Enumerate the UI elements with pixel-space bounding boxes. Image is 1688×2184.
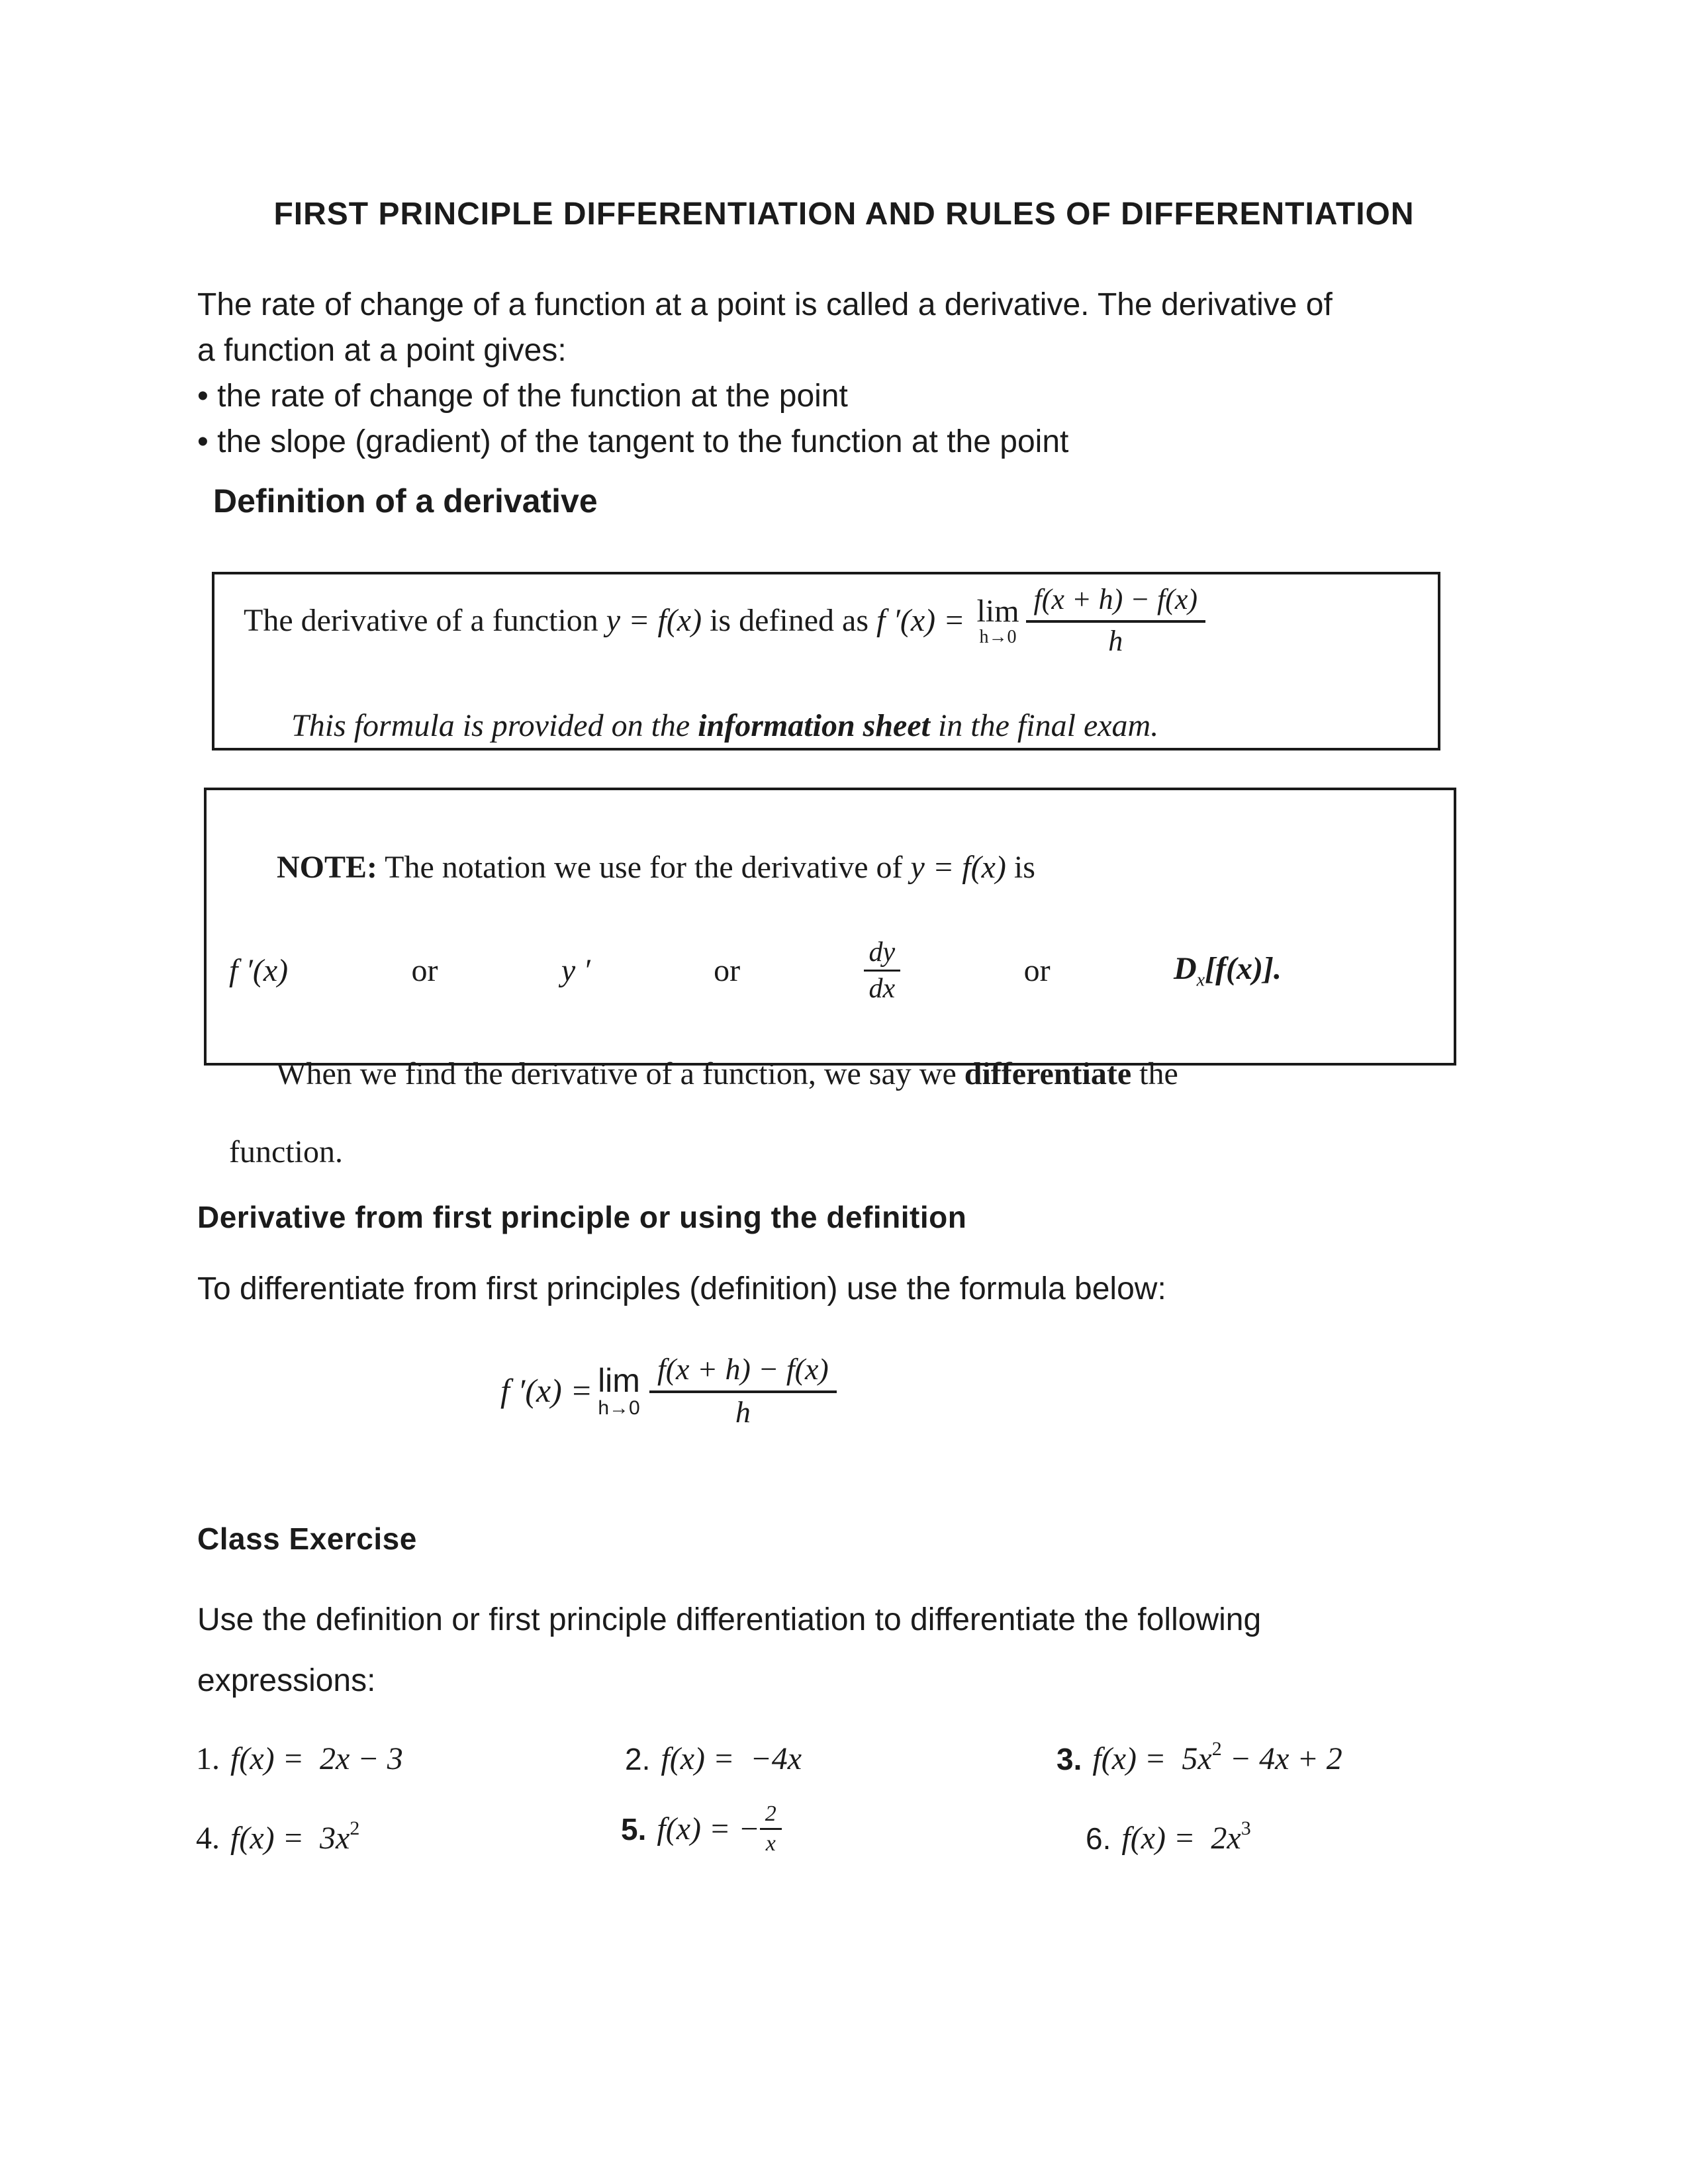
- lim-word: lim: [976, 593, 1019, 629]
- exercise-item-5: [621, 1801, 782, 1856]
- exercise-item-1: [196, 1741, 403, 1777]
- or-word-1: or: [411, 953, 438, 988]
- note-label: NOTE:: [277, 850, 378, 885]
- fraction-numerator: f(x + h) − f(x): [1026, 582, 1206, 623]
- note-line1-math: y = f(x): [910, 850, 1006, 885]
- formula-fraction: [649, 1351, 837, 1430]
- note-line3-post: the: [1131, 1056, 1178, 1091]
- exercise-item-4: [196, 1817, 360, 1856]
- exercise-item-2: [625, 1741, 802, 1777]
- note-pre: This formula is provided on the: [291, 708, 698, 743]
- note-line3-pre: When we find the derivative of a function, we say we: [276, 1056, 964, 1091]
- exercise-formula: [230, 1817, 360, 1856]
- notation-fprime: f ′(x): [229, 953, 289, 988]
- note-line3-bold: differentiate: [964, 1056, 1132, 1091]
- note-line-1: [229, 813, 1454, 922]
- d-rest: [f(x)].: [1205, 950, 1282, 986]
- first-principle-formula: [500, 1351, 837, 1430]
- exercise-fraction-numerator: 2: [760, 1801, 782, 1830]
- or-word-3: or: [1023, 953, 1051, 988]
- notation-note-box: [204, 788, 1456, 1169]
- page-title: FIRST PRINCIPLE DIFFERENTIATION AND RULES OF DIFFERENTIATION: [273, 197, 1415, 232]
- limit-operator: [977, 593, 1019, 648]
- note-line1-end: is: [1006, 850, 1035, 885]
- exercise-formula: f(x) = 2x − 3: [230, 1741, 403, 1776]
- formula-lhs: f ′(x) =: [500, 1372, 593, 1409]
- exercise-formula-post: − 4x + 2: [1221, 1741, 1342, 1776]
- exercise-exponent: 2: [350, 1817, 360, 1839]
- definition-note-line: [244, 671, 1438, 780]
- exercise-formula: [1121, 1817, 1251, 1856]
- exercise-number: 1.: [196, 1741, 220, 1776]
- exercise-number: 2.: [625, 1741, 651, 1776]
- exercise-fraction: [760, 1801, 782, 1856]
- d-letter: D: [1173, 950, 1197, 986]
- instructions-line-2: expressions:: [197, 1663, 376, 1698]
- class-exercise-instructions: [197, 1590, 1261, 1711]
- notation-row: [229, 936, 1282, 1005]
- intro-paragraph: [197, 282, 1333, 465]
- exercise-number: 3.: [1056, 1741, 1082, 1776]
- lim-subscript: h→0: [979, 626, 1017, 647]
- formula-limit-operator: [598, 1361, 640, 1420]
- exercise-formula: [1092, 1738, 1342, 1777]
- fraction-denominator: h: [1108, 625, 1123, 657]
- exercise-number: 6.: [1086, 1821, 1111, 1856]
- definition-heading: Definition of a derivative: [213, 482, 598, 520]
- definition-box: [212, 572, 1440, 751]
- definition-math-yfx: y = f(x): [606, 602, 702, 638]
- definition-math-fprime: f ′(x) =: [876, 602, 973, 638]
- definition-text-mid: is defined as: [702, 602, 877, 638]
- definition-formula-line: [244, 582, 1438, 658]
- exercise-number: 4.: [196, 1821, 220, 1856]
- note-line1-text: The notation we use for the derivative of: [377, 850, 911, 885]
- exercise-formula-pre: f(x) = 3x: [230, 1821, 350, 1856]
- note-line-4: function.: [229, 1134, 343, 1169]
- intro-line-2: a function at a point gives:: [197, 333, 567, 368]
- exercise-number: 5.: [621, 1811, 647, 1846]
- intro-bullet-1: • the rate of change of the function at the point: [197, 379, 848, 414]
- definition-text-pre: The derivative of a function: [244, 602, 606, 638]
- notation-yprime: y ′: [561, 953, 590, 988]
- or-word-2: or: [714, 953, 741, 988]
- note-bold: information sheet: [698, 708, 930, 743]
- formula-lim-word: lim: [598, 1362, 640, 1399]
- note-line-3: [229, 1019, 1454, 1128]
- dydx-numerator: dy: [864, 936, 901, 972]
- first-principle-heading: Derivative from first principle or using the definition: [197, 1200, 967, 1234]
- exercise-formula-pre: f(x) = 2x: [1121, 1821, 1241, 1856]
- formula-fraction-numerator: f(x + h) − f(x): [649, 1351, 837, 1393]
- exercise-exponent: 2: [1211, 1738, 1222, 1760]
- intro-line-1: The rate of change of a function at a point is called a derivative. The derivative of: [197, 287, 1333, 322]
- formula-fraction-denominator: h: [735, 1395, 751, 1429]
- dydx-denominator: dx: [868, 974, 896, 1004]
- exercise-formula-pre: f(x) = 5x: [1092, 1741, 1212, 1776]
- exercise-fraction-denominator: x: [765, 1831, 776, 1856]
- notation-dx-operator: [1174, 950, 1282, 991]
- first-principle-body: To differentiate from first principles (definition) use the formula below:: [197, 1271, 1166, 1306]
- formula-lim-subscript: h→0: [598, 1397, 640, 1419]
- exercise-formula: f(x) = −4x: [661, 1741, 802, 1776]
- exercise-item-6: [1086, 1817, 1251, 1856]
- class-exercise-heading: Class Exercise: [197, 1522, 417, 1556]
- instructions-line-1: Use the definition or first principle differentiation to differentiate the following: [197, 1602, 1262, 1637]
- note-post: in the final exam.: [929, 708, 1159, 743]
- exercise-exponent: 3: [1241, 1817, 1251, 1839]
- difference-quotient-fraction: [1026, 582, 1206, 658]
- exercise-item-3: [1056, 1738, 1342, 1777]
- notation-dydx-fraction: [864, 936, 901, 1005]
- intro-bullet-2: • the slope (gradient) of the tangent to the function at the point: [197, 424, 1069, 459]
- d-subscript: x: [1196, 970, 1205, 991]
- exercise-formula-pre: f(x) = −: [657, 1811, 760, 1846]
